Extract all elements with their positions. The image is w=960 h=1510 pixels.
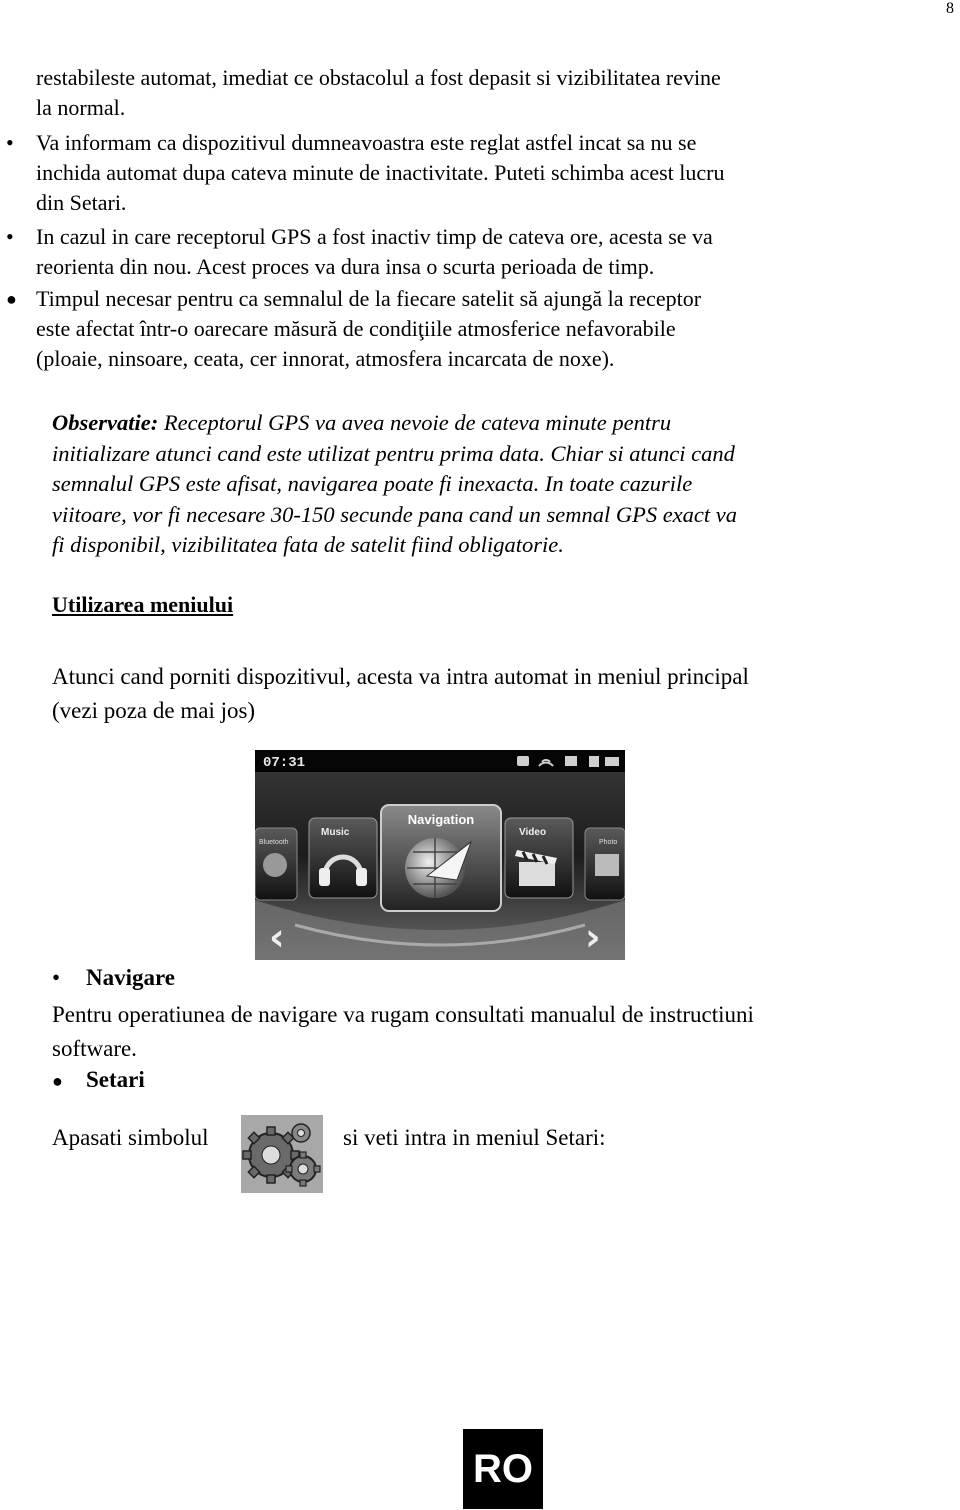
menu-label-music: Music [321, 827, 350, 838]
settings-instruction-after: si veti intra in meniul Setari: [343, 1125, 606, 1150]
settings-instruction-before: Apasati simbolul [52, 1125, 209, 1150]
settings-section-title [52, 1067, 145, 1093]
nav-section-marker: • [52, 965, 61, 990]
menu-tile-music[interactable] [309, 818, 377, 898]
observation-line-1: Receptorul GPS va avea nevoie de cateva minute pentru [158, 410, 672, 435]
bullet-2-marker: • [6, 130, 14, 155]
bullet-4-line-2: este afectat într-o oarecare măsură de condiţiile atmosferice nefavorabile [36, 316, 676, 341]
intro-line-1: Atunci cand porniti dispozitivul, acesta va intra automat in meniul principal [52, 664, 749, 689]
bullet-3-line-2: reorienta din nou. Acest proces va dura insa o scurta perioada de timp. [36, 254, 655, 279]
bluetooth-icon [263, 853, 287, 877]
observation-label: Observatie: [52, 410, 159, 435]
page-number: 8 [946, 0, 954, 17]
settings-gear-icon[interactable] [241, 1115, 323, 1193]
menu-tile-photo[interactable] [585, 828, 625, 900]
photo-icon [595, 854, 619, 876]
bullet-4-line-3: (ploaie, ninsoare, ceata, cer innorat, atmosfera incarcata de noxe). [36, 346, 615, 371]
left-arrow-button[interactable]: ‹ [269, 915, 285, 959]
menu-tile-navigation[interactable] [381, 805, 501, 911]
intro-paragraph [52, 660, 912, 728]
section-heading: Utilizarea meniului [52, 592, 234, 617]
bullet-4-line-1: Timpul necesar pentru ca semnalul de la fiecare satelit să ajungă la receptor [36, 286, 702, 311]
menu-label-bluetooth: Bluetooth [259, 839, 289, 846]
device-menu-graphic [255, 750, 625, 960]
bullet-3-line-1: In cazul in care receptorul GPS a fost inactiv timp de cateva ore, acesta se va [36, 224, 713, 249]
tiny-gear-icon [292, 1124, 310, 1142]
bullet-1-line-2: la normal. [36, 95, 126, 120]
observation-line-4: viitoare, vor fi necesare 30-150 secunde pana cand un semnal GPS exact va [52, 501, 738, 527]
language-badge: RO [463, 1429, 543, 1509]
nav-section-title [52, 965, 175, 991]
menu-tile-bluetooth[interactable] [255, 828, 297, 900]
nav-line-1: Pentru operatiunea de navigare va rugam consultati manualul de instructiuni [52, 1002, 754, 1027]
bullet-2-line-2: inchida automat dupa cateva minute de inactivitate. Puteti schimba acest lucru [36, 160, 725, 185]
intro-line-2: (vezi poza de mai jos) [52, 698, 256, 723]
bullet-3-marker: • [6, 224, 14, 249]
status-icon-2 [565, 756, 577, 766]
bullet-1-line-1: restabileste automat, imediat ce obstacolul a fost depasit si vizibilitatea revine [36, 65, 721, 90]
battery-icon [605, 757, 619, 766]
menu-label-photo: Photo [599, 839, 618, 846]
settings-section-marker: ● [52, 1071, 63, 1091]
status-icon-1 [517, 756, 529, 766]
nav-line-2: software. [52, 1036, 137, 1061]
observation-note [52, 408, 912, 561]
status-time: 07:31 [263, 755, 306, 771]
gears-graphic [241, 1115, 323, 1193]
bullet-4-marker: ● [6, 289, 17, 309]
device-menu-screenshot [255, 750, 625, 960]
menu-tile-video[interactable] [505, 818, 573, 898]
bullet-2-line-1: Va informam ca dispozitivul dumneavoastra este reglat astfel incat sa nu se [36, 130, 697, 155]
bullet-2-line-3: din Setari. [36, 190, 127, 215]
observation-line-3: semnalul GPS este afisat, navigarea poate fi inexacta. In toate cazurile [52, 471, 693, 496]
menu-label-video: Video [519, 827, 547, 838]
status-icon-3 [589, 756, 599, 767]
nav-paragraph [52, 998, 912, 1066]
settings-section-title-text: Setari [86, 1067, 145, 1092]
observation-line-5: fi disponibil, vizibilitatea fata de satelit fiind obligatorie. [52, 532, 564, 557]
right-arrow-button[interactable]: › [585, 915, 601, 959]
menu-label-navigation: Navigation [407, 812, 475, 827]
observation-line-2: initializare atunci cand este utilizat pentru prima data. Chiar si atunci cand [52, 440, 735, 466]
nav-section-title-text: Navigare [86, 965, 176, 990]
